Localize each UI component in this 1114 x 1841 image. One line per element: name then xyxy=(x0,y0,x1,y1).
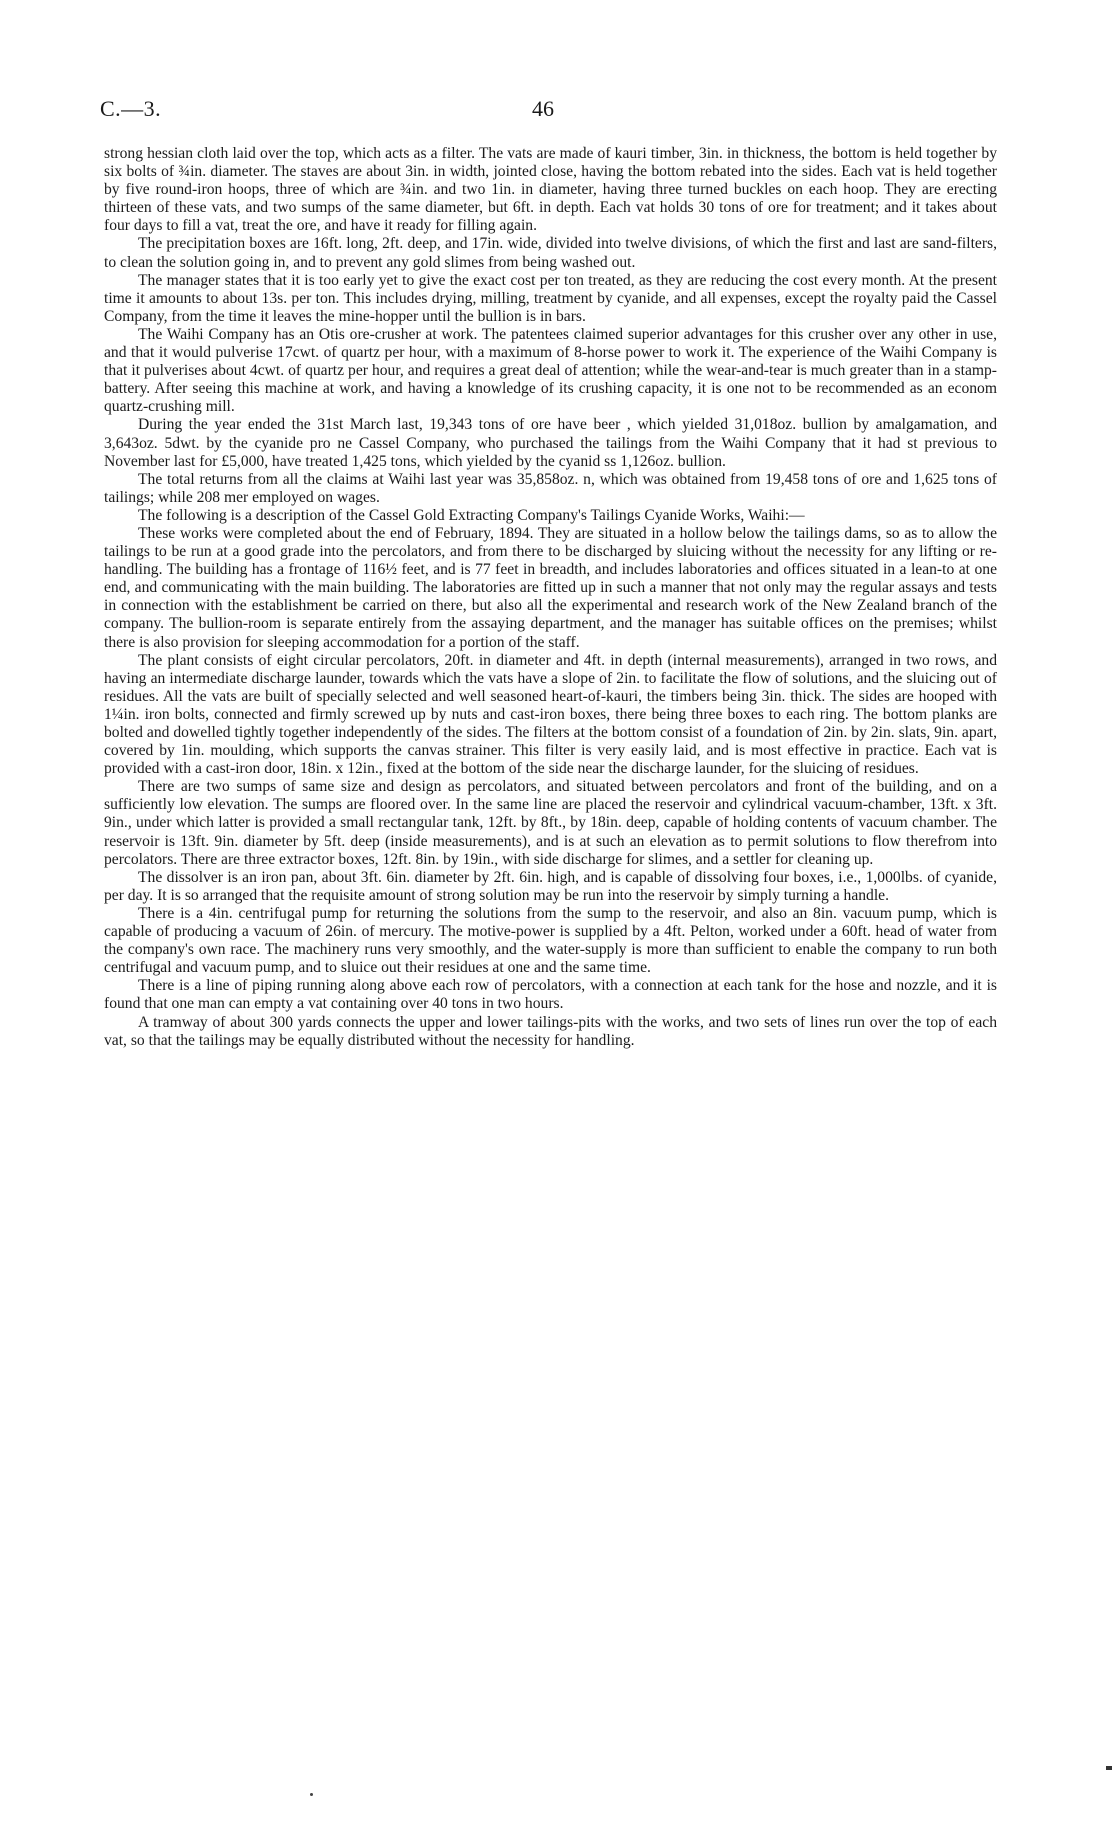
series-code: C.—3. xyxy=(100,96,162,121)
paragraph-precipitation-boxes: The precipitation boxes are 16ft. long, 2ft. deep, and 17in. wide, divided into twelve divisions, of which the first and last are sand-filters, to clean the solution going in, and to prevent any gold slimes from being washed out. xyxy=(104,235,997,271)
paragraph-tramway: A tramway of about 300 yards connects the upper and lower tailings-pits with the works, and two sets of lines run over the top of each vat, so that the tailings may be equally distributed without the necessity for handling. xyxy=(104,1013,997,1049)
print-speck xyxy=(310,1793,313,1796)
paragraph-treatment-cost: The manager states that it is too early yet to give the exact cost per ton treated, as they are reducing the cost every month. At the present time it amounts to about 13s. per ton. This includes drying, milling, treatment by cyanide, and all expenses, except the royalty paid the Cassel Company, from the time it leaves the mine-hopper until the bullion is in bars. xyxy=(104,271,997,325)
paragraph-dissolver: The dissolver is an iron pan, about 3ft. 6in. diameter by 2ft. 6in. high, and is capable of dissolving four boxes, i.e., 1,000lbs. of cyanide, per day. It is so arranged that the requisite amount of strong solution may be run into the reservoir by simply turning a handle. xyxy=(104,868,997,904)
paragraph-works-intro: The following is a description of the Cassel Gold Extracting Company's Tailings Cyanide Works, Waihi:— xyxy=(138,506,805,524)
margin-mark xyxy=(1106,1766,1112,1770)
body-text xyxy=(104,145,997,1050)
paragraph-piping: There is a line of piping running along above each row of percolators, with a connection at each tank for the hose and nozzle, and it is found that one man can empty a vat containing over 40 tons in two hours. xyxy=(104,977,997,1013)
paragraph-otis-crusher: The Waihi Company has an Otis ore-crusher at work. The patentees claimed superior advantages for this crusher over any other in use, and that it would pulverise 17cwt. of quartz per hour, with a maximum of 8-horse power to work it. The experience of the Waihi Company is that it pulverises about 4cwt. of quartz per hour, and requires a great deal of attention; while the wear-and-tear is much greater than in a stamp-battery. After seeing this machine at work, and having a knowledge of its crushing capacity, it is one not to be recommended as an econom quartz-crushing mill. xyxy=(104,325,997,416)
paragraph-pumps: There is a 4in. centrifugal pump for returning the solutions from the sump to the reservoir, and also an 8in. vacuum pump, which is capable of producing a vacuum of 26in. of mercury. The motive-power is supplied by a 4ft. Pelton, worked under a 60ft. head of water from the company's own race. The machinery runs very smoothly, and the water-supply is more than sufficient to enable the company to run both centrifugal and vacuum pump, and to sluice out their residues at one and the same time. xyxy=(104,904,997,977)
paragraph-sumps-reservoir: There are two sumps of same size and design as percolators, and situated between percolators and front of the building, and on a sufficiently low elevation. The sumps are floored over. In the same line are placed the reservoir and cylindrical vacuum-chamber, 13ft. x 3ft. 9in., under which latter is provided a small rectangular tank, 12ft. by 8ft., by 18in. deep, capable of holding contents of vacuum chamber. The reservoir is 13ft. 9in. diameter by 5ft. deep (inside measurements), and is at such an elevation as to permit solutions to flow therefrom into percolators. There are three extractor boxes, 12ft. 8in. by 19in., with side discharge for slimes, and a settler for cleaning up. xyxy=(104,778,997,868)
paragraph-annual-yield: During the year ended the 31st March last, 19,343 tons of ore have beer , which yielded 31,018oz. bullion by amalgamation, and 3,643oz. 5dwt. by the cyanide pro ne Cassel Company, who purchased the tailings from the Waihi Company that it had st previous to November last for £5,000, have treated 1,425 tons, which yielded by the cyanid ss 1,126oz. bullion. xyxy=(104,416,997,470)
paragraph-total-returns: The total returns from all the claims at Waihi last year was 35,858oz. n, which was obtained from 19,458 tons of ore and 1,625 tons of tailings; while 208 mer employed on wages. xyxy=(104,470,997,506)
page-number: 46 xyxy=(532,96,554,121)
page-header xyxy=(100,96,1005,126)
paragraph-vat-construction: strong hessian cloth laid over the top, which acts as a filter. The vats are made of kauri timber, 3in. in thickness, the bottom is held together by six bolts of ¾in. diameter. The staves are about 3in. in width, jointed close, having the bottom rebated into the sides. Each vat is held together by five round-iron hoops, three of which are ¾in. and two 1in. in diameter, having three turned buckles on each hoop. They are erecting thirteen of these vats, and two sumps of the same diameter, but 6ft. in depth. Each vat holds 30 tons of ore for treatment; and it takes about four days to fill a vat, treat the ore, and have it ready for filling again. xyxy=(104,145,997,235)
paragraph-plant-percolators: The plant consists of eight circular percolators, 20ft. in diameter and 4ft. in depth (internal measurements), arranged in two rows, and having an intermediate discharge launder, towards which the vats have a slope of 2in. to facilitate the flow of solutions, and the sluicing out of residues. All the vats are built of specially selected and well seasoned heart-of-kauri, the timbers being 3in. thick. The sides are hooped with 1¼in. iron bolts, connected and firmly screwed up by nuts and cast-iron boxes, there being three boxes to each ring. The bottom planks are bolted and dowelled tightly together independently of the sides. The filters at the bottom consist of a foundation of 2in. by 2in. slats, 9in. apart, covered by 1in. moulding, which supports the canvas strainer. This filter is very easily laid, and is most effective in practice. Each vat is provided with a cast-iron door, 18in. x 12in., fixed at the bottom of the side near the discharge launder, for the sluicing of residues. xyxy=(104,651,997,778)
paragraph-works-building: These works were completed about the end of February, 1894. They are situated in a hollow below the tailings dams, so as to allow the tailings to be run at a good grade into the percolators, and from there to be discharged by sluicing without the necessity for any lifting or re-handling. The building has a frontage of 116½ feet, and is 77 feet in breadth, and includes laboratories and offices situated in a lean-to at one end, and communicating with the main building. The laboratories are fitted up in such a manner that not only may the regular assays and tests in connection with the establishment be carried on there, but also all the experimental and research work of the New Zealand branch of the company. The bullion-room is separate entirely from the assaying department, and the manager has suitable offices on the premises; whilst there is also provision for sleeping accommodation for a portion of the staff. xyxy=(104,524,997,651)
